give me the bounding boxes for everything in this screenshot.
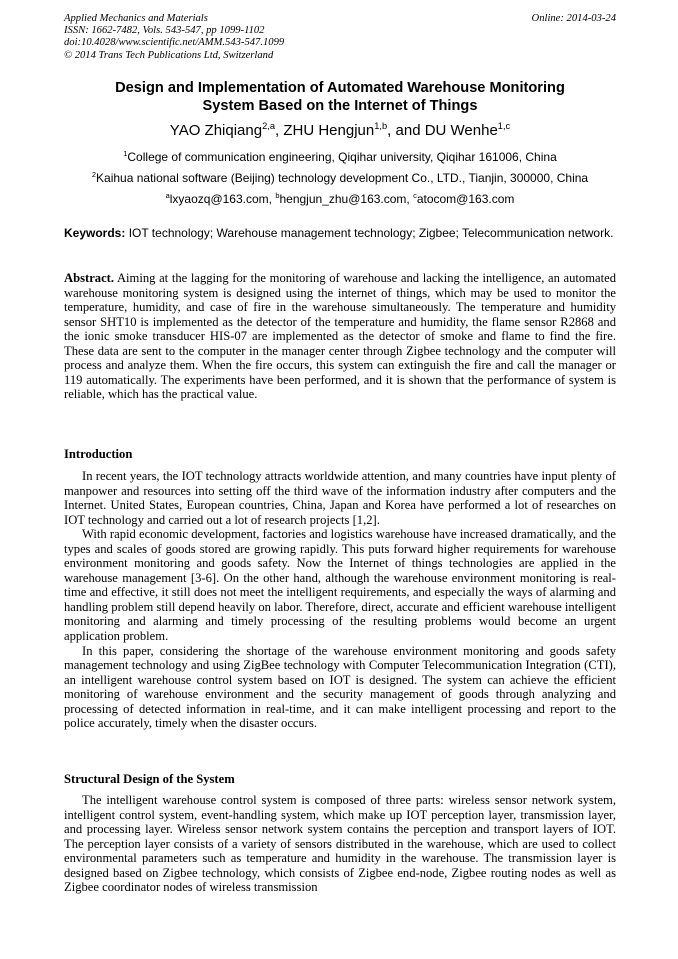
abstract — [64, 271, 616, 402]
email-address[interactable]: lxyaozq@163.com — [169, 192, 269, 206]
affiliation-text: College of communication engineering, Qiqihar university, Qiqihar 161006, China — [127, 150, 557, 164]
title-line-2: System Based on the Internet of Things — [202, 98, 478, 115]
section-heading-introduction: Introduction — [64, 447, 133, 461]
doi-line: doi:10.4028/www.scientific.net/AMM.543-547.1099 — [64, 37, 285, 49]
email-address[interactable]: atocom@163.com — [416, 192, 515, 206]
author-name: YAO Zhiqiang — [169, 122, 263, 139]
abstract-label: Abstract. — [64, 271, 115, 285]
abstract-text: Aiming at the lagging for the monitoring of warehouse and lacking the intelligence, an automated warehouse monitoring system is designed using the internet of things, which may be used to monitor the temperature, humidity, and case of fire in the warehouse simultaneously. The temperature and humidity sensor SHT10 is implemented as the detector of the temperature and humidity, the flame sensor R2868 and the ionic smoke transducer HIS-07 are implemented as the detector of smoke and flame to find the fire. These data are sent to the computer in the manager center through Zigbee technology and the computer will process and analyze them. When the fire occurs, this system can extinguish the fire and call the manager or 119 automatically. The experiments have been performed, and it is shown that the performance of system is reliable, which has the practical value. — [64, 271, 616, 402]
affiliation-mark: 1 — [123, 149, 128, 158]
email-address[interactable]: hengjun_zhu@163.com — [279, 192, 407, 206]
paragraph: In recent years, the IOT technology attracts worldwide attention, and many countries have input plenty of manpower and resources into setting off the third wave of the information industry after computers and the Internet. United States, European countries, China, Japan and Korea have performed a lot of researches on IOT technology and carried out a lot of research projects [1,2]. — [64, 469, 616, 527]
online-date: Online: 2014-03-24 — [531, 13, 616, 24]
author-separator: , — [275, 122, 284, 139]
keywords — [64, 226, 616, 241]
affiliation — [64, 171, 616, 186]
structural-design-body — [64, 793, 616, 895]
email-mark: a — [165, 191, 170, 200]
keywords-label: Keywords: — [64, 226, 126, 240]
author-affiliation-mark: 2,a — [262, 121, 276, 131]
author-affiliation-mark: 1,c — [497, 121, 511, 131]
title-line-1: Design and Implementation of Automated Warehouse Monitoring — [115, 80, 565, 96]
paragraph: The intelligent warehouse control system is composed of three parts: wireless sensor network system, intelligent control system, event-handling system, which make up IOT perception layer, transmission layer, and processing layer. Wireless sensor network system contains the perception and transport layers of IOT. The perception layer consists of a variety of sensors distributed in the warehouse, which are used to collect environmental parameters such as temperature and humidity in the warehouse. The transmission layer is designed based on Zigbee technology, which consists of Zigbee end-node, Zigbee routing nodes as well as Zigbee coordinator nodes of wireless transmission — [64, 793, 616, 895]
paper-title — [64, 79, 616, 116]
introduction-body — [64, 469, 616, 731]
author-name: ZHU Hengjun — [283, 122, 375, 139]
affiliation — [64, 150, 616, 165]
author-affiliation-mark: 1,b — [374, 121, 388, 131]
section-heading-structural-design: Structural Design of the System — [64, 772, 235, 786]
issn-line: ISSN: 1662-7482, Vols. 543-547, pp 1099-1102 — [64, 25, 265, 37]
email-mark: b — [275, 191, 280, 200]
keywords-text: IOT technology; Warehouse management technology; Zigbee; Telecommunication network. — [125, 226, 614, 240]
author-separator: , and — [387, 122, 425, 139]
journal-name: Applied Mechanics and Materials — [64, 13, 208, 24]
email-separator: , — [268, 192, 276, 206]
affiliation-mark: 2 — [91, 170, 97, 179]
paragraph: With rapid economic development, factories and logistics warehouse have increased dramatically, and the types and scales of goods stored are growing rapidly. This puts forward higher requirements for warehouse environment monitoring and goods safety. Now the Internet of things technologies are applied in the warehouse management [3-6]. On the other hand, although the warehouse environment monitoring is real-time and effective, it still does not meet the intelligent requirements, and especially the ways of alarming and handling problem still depend heavily on labor. Therefore, direct, accurate and efficient warehouse intelligent monitoring and alarming and timely processing of the resulting problems would become an urgent application problem. — [64, 527, 616, 644]
running-header — [64, 13, 616, 62]
email-mark: c — [413, 191, 417, 200]
email-separator: , — [406, 192, 414, 206]
author-list — [64, 122, 616, 140]
author-name: DU Wenhe — [424, 122, 498, 139]
affiliation-text: Kaihua national software (Beijing) technology development Co., LTD., Tianjin, 300000, China — [96, 171, 589, 185]
copyright-line: © 2014 Trans Tech Publications Ltd, Switzerland — [64, 49, 274, 61]
email-list — [64, 192, 616, 207]
paragraph: In this paper, considering the shortage of the warehouse environment monitoring and goods safety management technology and using ZigBee technology with Computer Telecommunication Integration (CTI), an intelligent warehouse control system based on IOT is designed. The system can achieve the efficient monitoring of warehouse environment and the security management of goods through analyzing and processing of detected information in real-time, and it can make intelligent processing and report to the police accurately, timely when the disaster occurs. — [64, 643, 616, 731]
